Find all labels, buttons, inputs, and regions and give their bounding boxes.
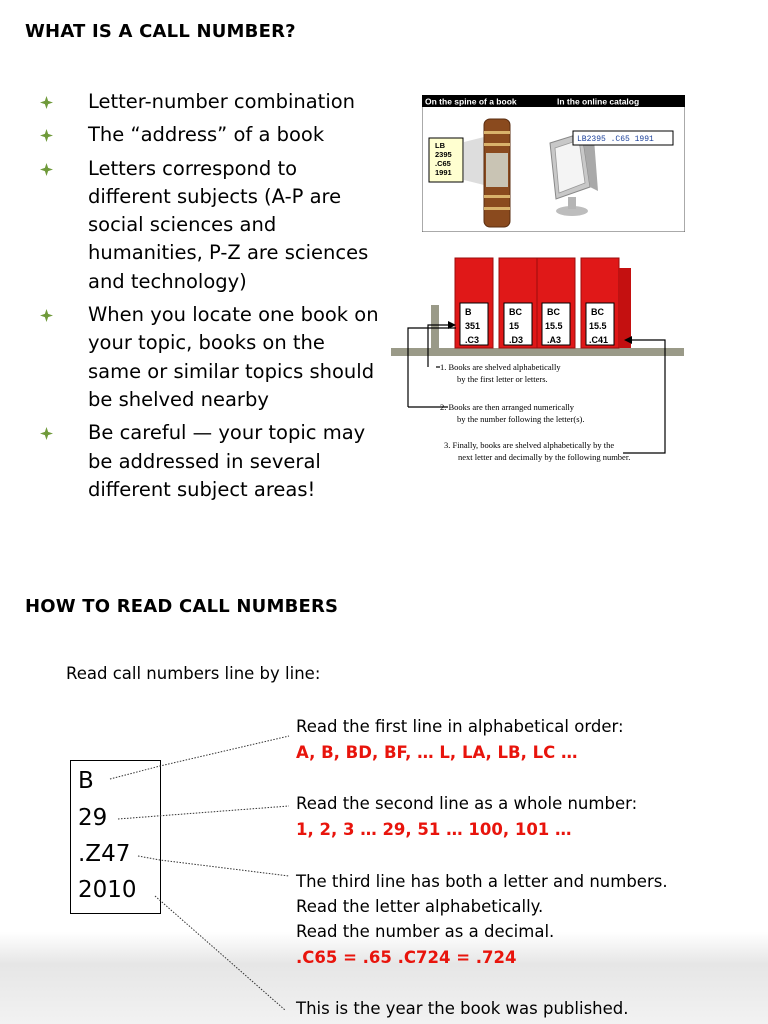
book-label-line: BC bbox=[509, 307, 522, 317]
note-line: 1. Books are shelved alphabetically bbox=[440, 362, 561, 372]
book-label-line: 351 bbox=[465, 321, 481, 331]
book-label-line: BC bbox=[547, 307, 560, 317]
note-line: 3. Finally, books are shelved alphabetically by the bbox=[444, 440, 615, 450]
bullet-text: When you locate one book on your topic, books on the same or similar topics should be shelved nearby bbox=[88, 303, 379, 411]
rule-third-line: Read the number as a decimal. bbox=[296, 922, 555, 941]
call-number-line: 2010 bbox=[78, 877, 137, 903]
bullet-text: Letters correspond to different subjects (A-P are social sciences and humanities, P-Z are sciences and technology) bbox=[88, 156, 369, 293]
rule-third-line: Read the letter alphabetically. bbox=[296, 897, 544, 916]
note-line: by the first letter or letters. bbox=[457, 374, 548, 384]
rule-first-example: A, B, BD, BF, … L, LA, LB, LC … bbox=[296, 743, 578, 762]
note-line: by the number following the letter(s). bbox=[457, 414, 585, 424]
call-number-line: B bbox=[78, 768, 94, 794]
rule-first-line: Read the first line in alphabetical order: bbox=[296, 717, 624, 736]
spine-header-label: On the spine of a book bbox=[425, 96, 517, 107]
rule-third-example: .C65 = .65 .C724 = .724 bbox=[296, 948, 517, 967]
catalog-tag-text: LB2395 .C65 1991 bbox=[577, 135, 654, 144]
book-label-line: .C41 bbox=[589, 335, 609, 345]
bullet-text: The “address” of a book bbox=[88, 123, 325, 147]
intro-text: Read call numbers line by line: bbox=[66, 664, 321, 683]
spine-tag-line: 2395 bbox=[435, 150, 452, 159]
catalog-header-label: In the online catalog bbox=[557, 96, 640, 107]
rule-third-line: The third line has both a letter and numbers. bbox=[296, 872, 668, 891]
book-label-line: .D3 bbox=[509, 335, 524, 345]
book-label-line: 15.5 bbox=[545, 321, 563, 331]
book-label-line: BC bbox=[591, 307, 604, 317]
call-number-line: .Z47 bbox=[78, 841, 131, 867]
note-line: 2. Books are then arranged numerically bbox=[440, 402, 575, 412]
rule-fourth-line: This is the year the book was published. bbox=[296, 999, 629, 1018]
spine-tag-line: 1991 bbox=[435, 168, 452, 177]
rule-second-example: 1, 2, 3 … 29, 51 … 100, 101 … bbox=[296, 820, 572, 839]
book-label-line: 15 bbox=[509, 321, 520, 331]
heading-what-is-call-number: WHAT IS A CALL NUMBER? bbox=[25, 21, 296, 42]
rule-second-line: Read the second line as a whole number: bbox=[296, 794, 638, 813]
book-label-line: 15.5 bbox=[589, 321, 607, 331]
call-number-line: 29 bbox=[78, 805, 108, 831]
note-line: next letter and decimally by the following number. bbox=[458, 452, 631, 462]
bullet-text: Letter-number combination bbox=[88, 90, 356, 113]
spine-tag-line: .C65 bbox=[435, 159, 451, 168]
bullet-text: Be careful — your topic may be addressed in several different subject areas! bbox=[88, 421, 366, 501]
book-label-line: .C3 bbox=[465, 335, 480, 345]
book-label-line: B bbox=[465, 307, 472, 317]
spine-tag-line: LB bbox=[435, 141, 445, 150]
book-label-line: .A3 bbox=[547, 335, 562, 345]
heading-how-to-read: HOW TO READ CALL NUMBERS bbox=[25, 596, 339, 617]
